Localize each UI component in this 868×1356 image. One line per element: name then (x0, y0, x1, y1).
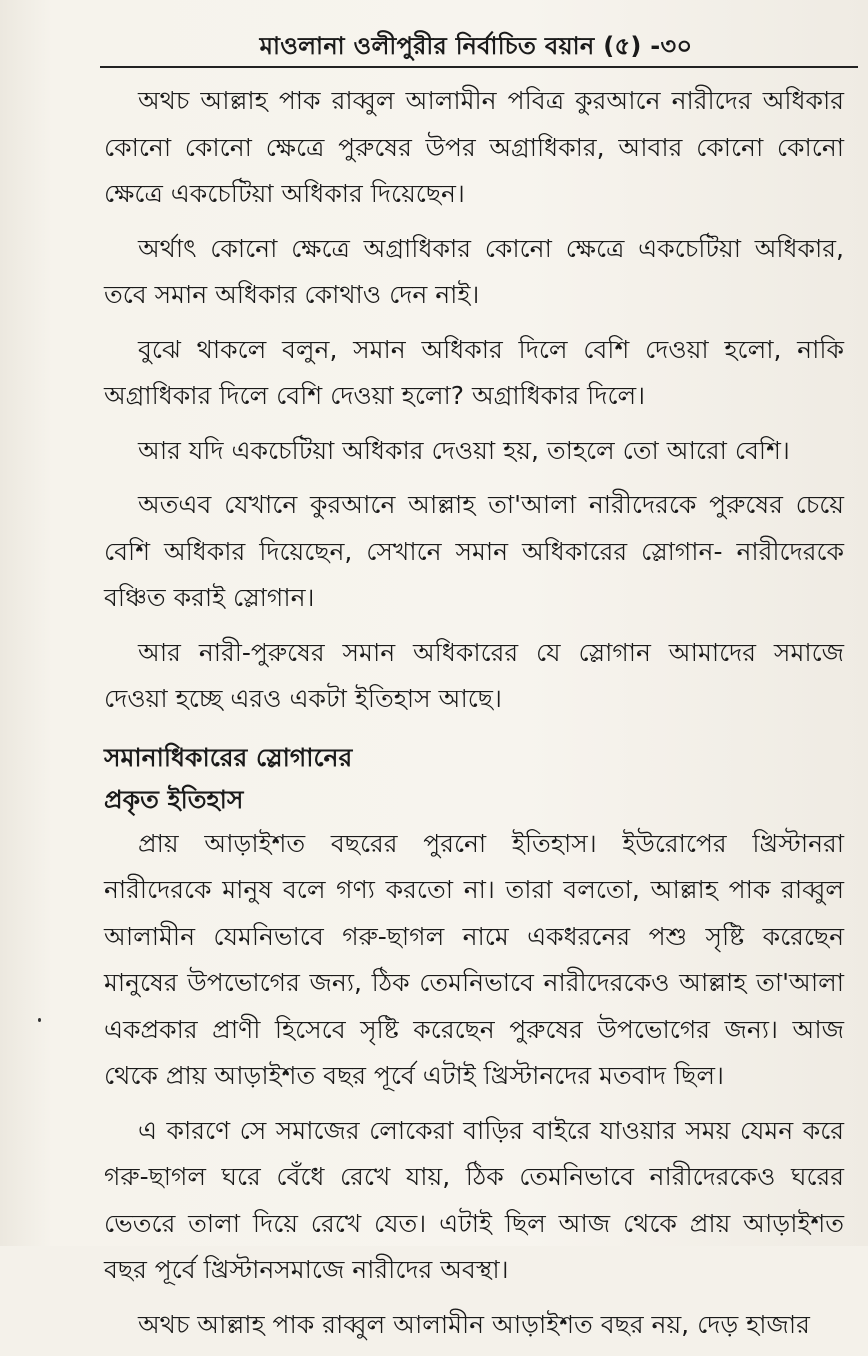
paragraph-4: আর যদি একচেটিয়া অধিকার দেওয়া হয়, তাহলে তো আরো বেশি। (138, 435, 790, 465)
paragraph-2: অর্থাৎ কোনো ক্ষেত্রে অগ্রাধিকার কোনো ক্ষেত্রে একচেটিয়া অধিকার, তবে সমান অধিকার কোথাও দেন নাই। (104, 233, 844, 309)
section-paragraph-1: প্রায় আড়াইশত বছরের পুরনো ইতিহাস। ইউরোপের খ্রিস্টানরা নারীদেরকে মানুষ বলে গণ্য করতো না। তারা বলতো, আল্লাহ পাক রাব্বুল আলামীন যেমনিভাবে গরু-ছাগল নামে একধরনের পশু সৃষ্টি করেছেন মানুষের উপভোগের জন্য, ঠিক তেমনিভাবে নারীদেরকেও আল্লাহ তা'আলা একপ্রকার প্রাণী হিসেবে সৃষ্টি করেছেন পুরুষের উপভোগের জন্য। আজ থেকে প্রায় আড়াইশত বছর পূর্বে এটাই খ্রিস্টানদের মতবাদ ছিল। (104, 828, 844, 1090)
header-rule (100, 66, 858, 68)
paragraph-6: আর নারী-পুরুষের সমান অধিকারের যে স্লোগান আমাদের সমাজে দেওয়া হচ্ছে এরও একটা ইতিহাস আছে। (104, 637, 844, 713)
section-heading (104, 737, 844, 821)
print-speck (38, 1018, 41, 1022)
paragraph-1: অথচ আল্লাহ পাক রাব্বুল আলামীন পবিত্র কুরআনে নারীদের অধিকার কোনো কোনো ক্ষেত্রে পুরুষের উপর অগ্রাধিকার, আবার কোনো কোনো ক্ষেত্রে একচেটিয়া অধিকার দিয়েছেন। (104, 86, 844, 208)
paragraph-5: অতএব যেখানে কুরআনে আল্লাহ তা'আলা নারীদেরকে পুরুষের চেয়ে বেশি অধিকার দিয়েছেন, সেখানে সমান অধিকারের স্লোগান- নারীদেরকে বঞ্চিত করাই স্লোগান। (104, 490, 844, 612)
section-paragraph-3: অথচ আল্লাহ পাক রাব্বুল আলামীন আড়াইশত বছর নয়, দেড় হাজার (138, 1309, 810, 1339)
page-content (104, 78, 844, 1356)
paragraph-3: বুঝে থাকলে বলুন, সমান অধিকার দিলে বেশি দেওয়া হলো, নাকি অগ্রাধিকার দিলে বেশি দেওয়া হলো? অগ্রাধিকার দিলে। (104, 334, 844, 410)
section-paragraph-2: এ কারণে সে সমাজের লোকেরা বাড়ির বাইরে যাওয়ার সময় যেমন করে গরু-ছাগল ঘরে বেঁধে রেখে যায়, ঠিক তেমনিভাবে নারীদেরকেও ঘরের ভেতরে তালা দিয়ে রেখে যেত। এটাই ছিল আজ থেকে প্রায় আড়াইশত বছর পূর্বে খ্রিস্টানসমাজে নারীদের অবস্থা। (104, 1115, 844, 1284)
section-heading-line-1: সমানাধিকারের স্লোগানের (104, 742, 353, 772)
running-header: মাওলানা ওলীপুরীর নির্বাচিত বয়ান (৫) -৩০ (259, 32, 693, 60)
section-heading-line-2: প্রকৃত ইতিহাস (104, 784, 244, 814)
